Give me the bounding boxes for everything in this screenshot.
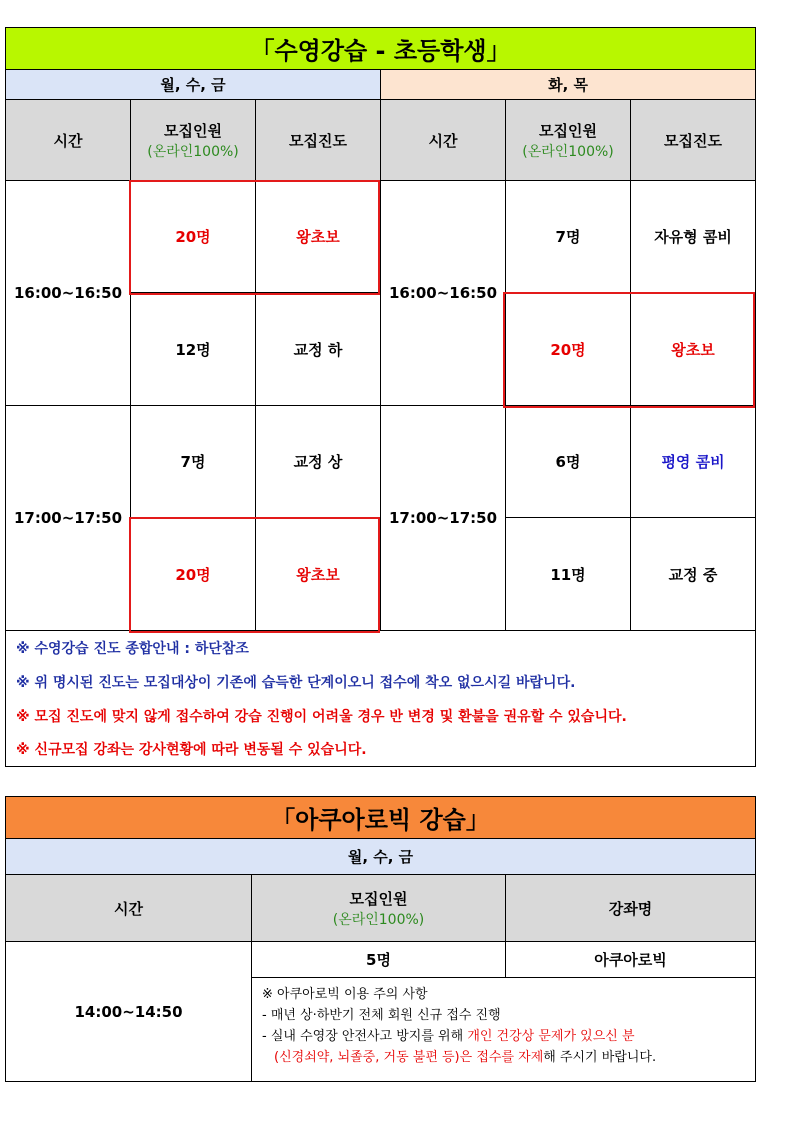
aqua-note-line4: [262, 1047, 745, 1068]
left-row4-count: 20명: [131, 518, 256, 631]
aqua-note-line3-b: 개인 건강상 문제가 있으신 분: [467, 1029, 635, 1044]
aqua-count: 5명: [252, 942, 506, 978]
swim-note-4: ※ 신규모집 강좌는 강사현황에 따라 변동될 수 있습니다.: [6, 733, 756, 767]
header-recruit-left: [131, 100, 256, 181]
header-recruit-right: [506, 100, 631, 181]
aqua-header-online-label: (온라인100%): [332, 911, 425, 928]
left-row3-level: 교정 상: [256, 406, 381, 518]
aqua-note-line4-a: (신경쇠약, 뇌졸중, 거동 불편 등)은 접수를 자제: [274, 1050, 544, 1065]
aqua-note-line3: [262, 1026, 745, 1047]
group-mon-wed-fri: 월, 수, 금: [6, 70, 381, 100]
swim-note-3: ※ 모집 진도에 맞지 않게 접수하여 강습 진행이 어려울 경우 반 변경 및 환불을 권유할 수 있습니다.: [6, 699, 756, 733]
aqua-header-time: 시간: [6, 875, 252, 942]
aqua-header-recruit: [252, 875, 506, 942]
header-online-label: (온라인100%): [522, 143, 614, 160]
left-slot1-time: 16:00~16:50: [6, 181, 131, 406]
left-row2-level: 교정 하: [256, 293, 381, 406]
header-time-right: 시간: [381, 100, 506, 181]
swim-title: 「수영강습 - 초등학생」: [6, 28, 756, 70]
right-row3-level: 평영 콤비: [631, 406, 756, 518]
header-recruit-label: 모집인원: [539, 121, 597, 140]
header-recruit-label: 모집인원: [164, 121, 222, 140]
header-level-right: 모집진도: [631, 100, 756, 181]
right-row3-count: 6명: [506, 406, 631, 518]
left-row2-count: 12명: [131, 293, 256, 406]
right-row4-count: 11명: [506, 518, 631, 631]
aqua-note-line4-b: 해 주시기 바랍니다.: [543, 1050, 657, 1065]
right-slot1-time: 16:00~16:50: [381, 181, 506, 406]
right-row1-count: 7명: [506, 181, 631, 293]
right-row4-level: 교정 중: [631, 518, 756, 631]
header-level-left: 모집진도: [256, 100, 381, 181]
aqua-group-days: 월, 수, 금: [6, 839, 756, 875]
right-row2-count: 20명: [506, 293, 631, 406]
left-row3-count: 7명: [131, 406, 256, 518]
right-row2-level: 왕초보: [631, 293, 756, 406]
left-row1-count: 20명: [131, 181, 256, 293]
aqua-schedule-table: [5, 796, 756, 1082]
aqua-header-class: 강좌명: [506, 875, 756, 942]
swim-schedule-table: [5, 27, 756, 767]
aqua-note-line3-a: - 실내 수영장 안전사고 방지를 위해: [262, 1029, 468, 1044]
right-slot2-time: 17:00~17:50: [381, 406, 506, 631]
aqua-header-recruit-label: 모집인원: [349, 889, 408, 908]
group-tue-thu: 화, 목: [381, 70, 756, 100]
left-row1-level: 왕초보: [256, 181, 381, 293]
right-row1-level: 자유형 콤비: [631, 181, 756, 293]
aqua-note-line1: ※ 아쿠아로빅 이용 주의 사항: [262, 987, 428, 1002]
swim-note-1: ※ 수영강습 진도 종합안내 : 하단참조: [6, 631, 756, 665]
aqua-title: 「아쿠아로빅 강습」: [6, 797, 756, 839]
aqua-note-line2: - 매년 상·하반기 전체 회원 신규 접수 진행: [262, 1008, 501, 1023]
header-time-left: 시간: [6, 100, 131, 181]
aqua-class-name: 아쿠아로빅: [506, 942, 756, 978]
swim-note-2: ※ 위 명시된 진도는 모집대상이 기존에 습득한 단계이오니 접수에 착오 없으시길 바랍니다.: [6, 665, 756, 699]
aqua-slot-time: 14:00~14:50: [6, 942, 252, 1082]
header-online-label: (온라인100%): [147, 143, 239, 160]
left-slot2-time: 17:00~17:50: [6, 406, 131, 631]
left-row4-level: 왕초보: [256, 518, 381, 631]
aqua-notes: [252, 978, 756, 1082]
